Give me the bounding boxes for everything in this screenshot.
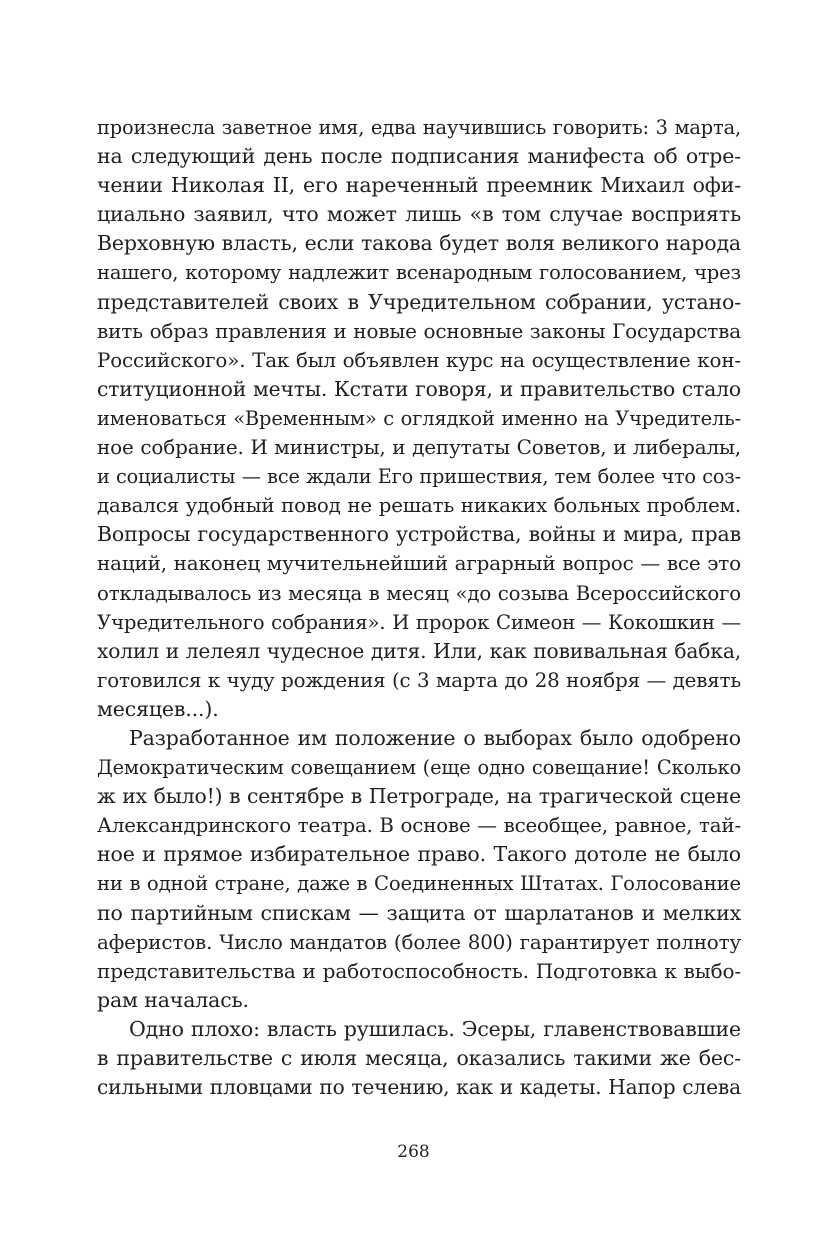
text-line: откладывалось из месяца в месяц «до созыва Всероссийского: [97, 581, 741, 605]
text-line: ституционной мечты. Кстати говоря, и правительство стало: [97, 376, 741, 401]
text-line: нашего, которому надлежит всенародным голосованием, чрез: [97, 261, 741, 285]
page-text-block: [97, 113, 741, 1102]
text-line: Демократическим совещанием (еще одно совещание! Сколько: [97, 756, 741, 780]
text-line: в правительстве с июля месяца, оказались такими же бес-: [97, 1046, 741, 1070]
page-number: 268: [397, 1142, 430, 1162]
text-line: на следующий день после подписания манифеста об отре-: [97, 144, 741, 169]
text-line: и социалисты — все ждали Его пришествия, тем более что соз-: [97, 465, 741, 489]
text-line: чении Николая II, его нареченный преемник Михаил офи-: [97, 173, 741, 198]
text-line: готовился к чуду рождения (с 3 марта до 28 ноября — девять: [97, 668, 741, 692]
text-line: Александринского театра. В основе — всеобщее, равное, тай-: [97, 814, 741, 838]
text-line: холил и лелеял чудесное дитя. Или, как повивальная бабка,: [97, 638, 741, 663]
text-line: по партийным спискам — защита от шарлатанов и мелких: [97, 900, 741, 925]
text-line: ное и прямое избирательное право. Такого дотоле не было: [97, 842, 741, 867]
text-line: Вопросы государственного устройства, войны и мира, прав: [97, 522, 741, 547]
text-line: именоваться «Временным» с оглядкой именно на Учредитель-: [97, 406, 741, 430]
text-line: вить образ правления и новые основные законы Государства: [97, 318, 741, 343]
text-line: произнесла заветное имя, едва научившись говорить: 3 марта,: [97, 116, 741, 139]
paragraph-first-line: Разработанное им положение о выборах было одобрено: [129, 725, 741, 750]
text-line: наций, наконец мучительнейший аграрный вопрос — все это: [97, 552, 741, 576]
text-line: месяцев...).: [97, 696, 219, 721]
text-line: циально заявил, что может лишь «в том случае восприять: [97, 202, 741, 227]
text-line: давался удобный повод не решать никаких больных проблем.: [97, 494, 741, 518]
text-line: Российского». Так был объявлен курс на осуществление кон-: [97, 348, 741, 372]
text-line: ное собрание. И министры, и депутаты Советов, и либералы,: [97, 435, 741, 460]
text-line: сильными пловцами по течению, как и кадеты. Напор слева: [97, 1075, 741, 1100]
text-line: ж их было!) в сентябре в Петрограде, на трагической сцене: [97, 784, 741, 809]
text-line: аферистов. Число мандатов (более 800) гарантирует полноту: [97, 930, 741, 954]
text-line: представительства и работоспособность. Подготовка к выбо-: [97, 958, 741, 983]
text-line: Верховную власть, если такова будет воля великого народа: [97, 231, 741, 256]
paragraph-first-line: Одно плохо: власть рушилась. Эсеры, главенствовавшие: [129, 1016, 741, 1041]
text-line: Учредительного собрания». И пророк Симеон — Кокошкин —: [97, 610, 741, 634]
text-line: рам началась.: [97, 987, 249, 1012]
text-line: представителей своих в Учредительном собрании, устано-: [97, 289, 741, 314]
text-line: ни в одной стране, даже в Соединенных Штатах. Голосование: [97, 872, 741, 896]
